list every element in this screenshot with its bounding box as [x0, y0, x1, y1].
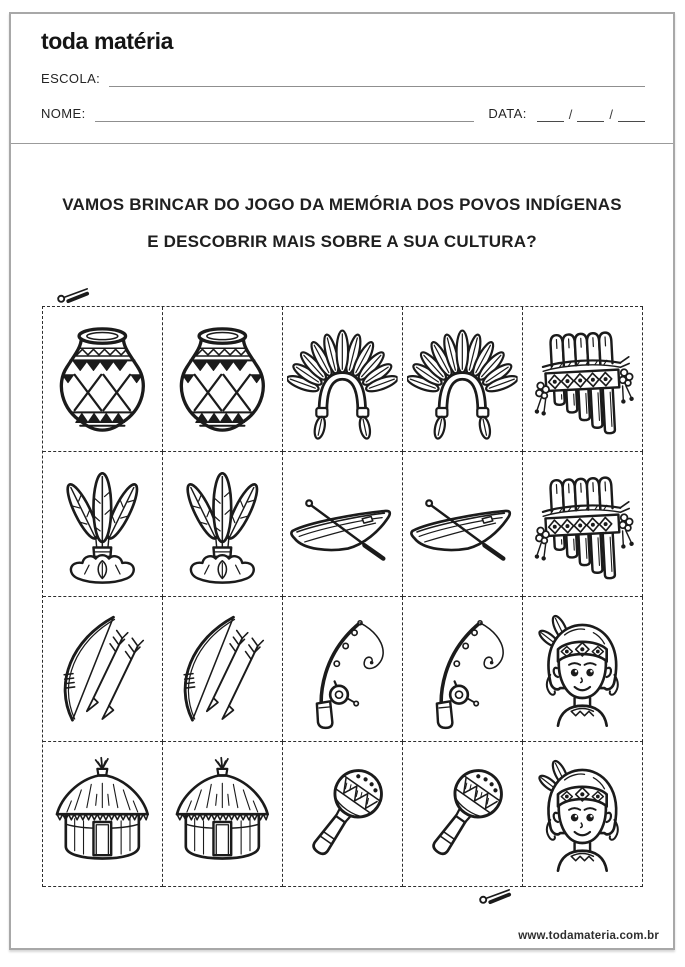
memory-card-maraca [403, 742, 523, 887]
date-slash: / [568, 107, 573, 122]
memory-card-clay-pot [43, 307, 163, 452]
bow-arrows-icon [47, 603, 158, 735]
scissors-icon [478, 886, 512, 906]
indigenous-boy-icon [527, 603, 638, 735]
date-year-line [618, 108, 645, 122]
memory-card-bow-arrows [43, 597, 163, 742]
website-url: www.todamateria.com.br [518, 930, 659, 942]
canoe-icon [407, 458, 518, 590]
memory-card-fishing-rod [403, 597, 523, 742]
clay-pot-icon [167, 313, 278, 445]
memory-card-canoe [283, 452, 403, 597]
pan-flute-icon [527, 458, 638, 590]
date-field-group [488, 106, 645, 122]
canoe-icon [287, 458, 398, 590]
headdress-icon [287, 313, 398, 445]
date-slash: / [609, 107, 613, 122]
worksheet-title [11, 186, 673, 260]
date-label: DATA: [488, 106, 527, 121]
memory-card-canoe [403, 452, 523, 597]
pan-flute-icon [527, 313, 638, 445]
name-label: NOME: [41, 106, 86, 121]
fishing-rod-icon [287, 603, 398, 735]
header-divider [11, 143, 673, 144]
hut-icon [167, 748, 278, 880]
title-line-1: VAMOS BRINCAR DO JOGO DA MEMÓRIA DOS POVOS INDÍGENAS [62, 195, 622, 214]
toda-materia-logo: toda matéria [41, 28, 173, 54]
memory-card-fishing-rod [283, 597, 403, 742]
feathers-icon [167, 458, 278, 590]
memory-card-feathers [43, 452, 163, 597]
memory-card-pan-flute [523, 452, 643, 597]
memory-game-grid [42, 306, 643, 887]
date-month-line [577, 108, 604, 122]
memory-card-hut [163, 742, 283, 887]
memory-card-headdress [283, 307, 403, 452]
memory-card-headdress [403, 307, 523, 452]
memory-card-clay-pot [163, 307, 283, 452]
headdress-icon [407, 313, 518, 445]
date-day-line [537, 108, 564, 122]
school-label: ESCOLA: [41, 71, 101, 86]
memory-card-feathers [163, 452, 283, 597]
memory-card-maraca [283, 742, 403, 887]
name-input-line [95, 107, 475, 122]
maraca-icon [287, 748, 398, 880]
worksheet-page [9, 12, 675, 950]
scissors-icon [56, 285, 90, 305]
title-line-2: E DESCOBRIR MAIS SOBRE A SUA CULTURA? [147, 232, 537, 251]
school-input-line [109, 72, 645, 87]
hut-icon [47, 748, 158, 880]
name-field-row [41, 106, 645, 122]
indigenous-boy-icon [527, 748, 638, 880]
memory-card-hut [43, 742, 163, 887]
bow-arrows-icon [167, 603, 278, 735]
feathers-icon [47, 458, 158, 590]
memory-card-indigenous-boy [523, 742, 643, 887]
school-field-row [41, 71, 645, 87]
fishing-rod-icon [407, 603, 518, 735]
memory-card-pan-flute [523, 307, 643, 452]
memory-card-bow-arrows [163, 597, 283, 742]
maraca-icon [407, 748, 518, 880]
clay-pot-icon [47, 313, 158, 445]
memory-card-indigenous-boy [523, 597, 643, 742]
